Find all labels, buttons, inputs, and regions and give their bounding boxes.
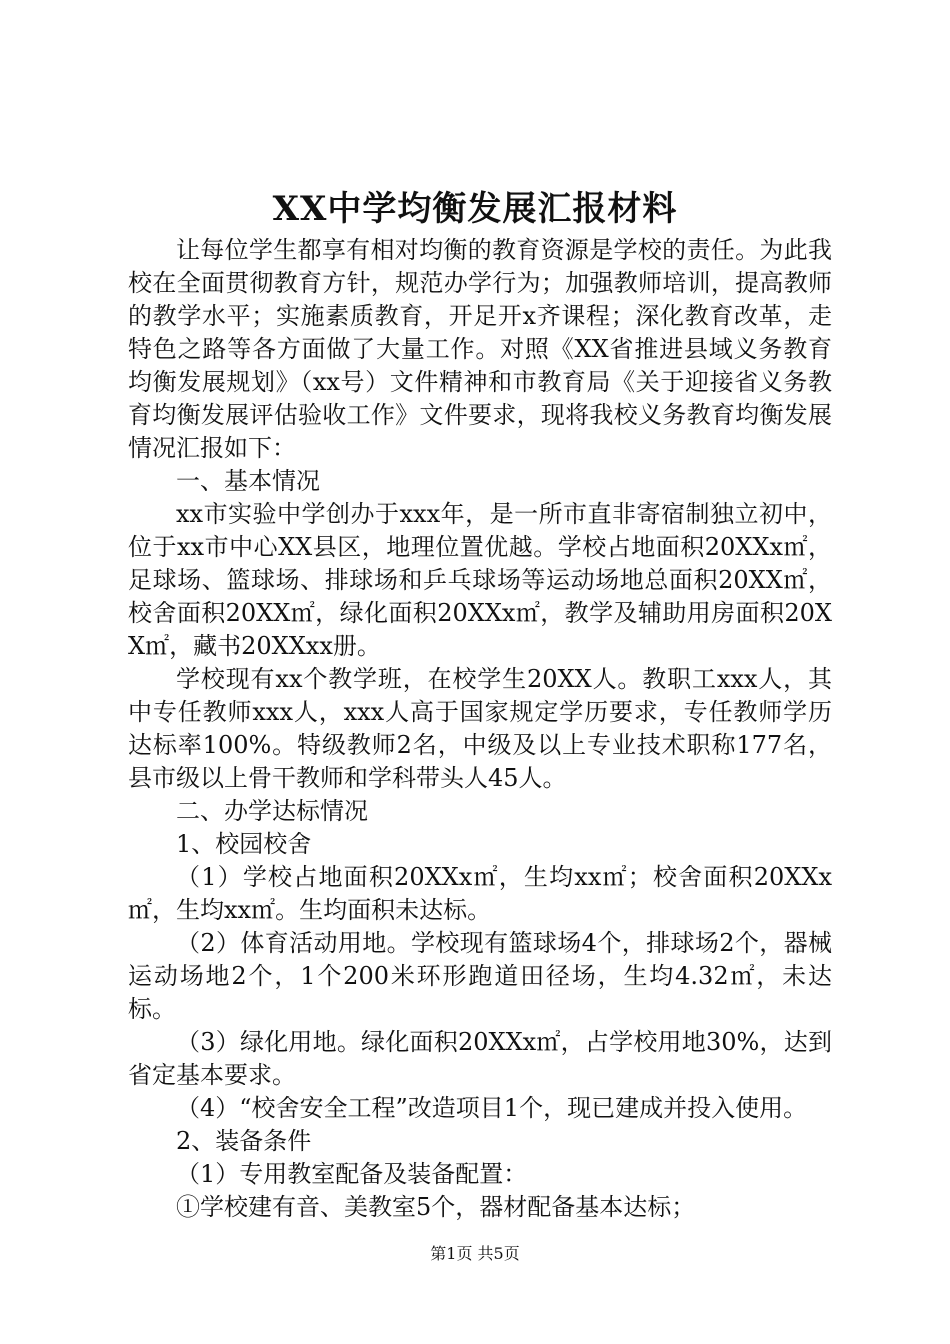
document-body — [128, 234, 832, 1224]
intro-paragraph: 让每位学生都享有相对均衡的教育资源是学校的责任。为此我校在全面贯彻教育方针，规范办学行为；加强教师培训，提高教师的教学水平；实施素质教育，开足开x齐课程；深化教育改革，走特色之路等各方面做了大量工作。对照《XX省推进县域义务教育均衡发展规划》（xx号）文件精神和市教育局《关于迎接省义务教育均衡发展评估验收工作》文件要求，现将我校义务教育均衡发展情况汇报如下： — [128, 236, 832, 462]
section-heading-basic: 一、基本情况 — [176, 467, 320, 495]
basic-info-paragraph: xx市实验中学创办于xxx年，是一所市直非寄宿制独立初中，位于xx市中心XX县区，地理位置优越。学校占地面积20XXx㎡，足球场、篮球场、排球场和乒乓球场等运动场地总面积20XX㎡，校舍面积20XX㎡，绿化面积20XXx㎡，教学及辅助用房面积20XX㎡，藏书20XXxx册。 — [128, 500, 832, 660]
staff-paragraph: 学校现有xx个教学班，在校学生20XX人。教职工xxx人，其中专任教师xxx人，xxx人高于国家规定学历要求，专任教师学历达标率100%。特级教师2名，中级及以上专业技术职称177名，县市级以上骨干教师和学科带头人45人。 — [128, 665, 832, 792]
page-indicator: 第1页 共5页 — [430, 1244, 520, 1263]
subsection-heading-equipment: 2、装备条件 — [176, 1127, 312, 1155]
section-heading-standards: 二、办学达标情况 — [176, 797, 368, 825]
page-title: XX中学均衡发展汇报材料 — [272, 189, 678, 229]
equipment-subitem-1: ①学校建有音、美教室5个，器材配备基本达标； — [176, 1193, 696, 1221]
campus-item-3: （3）绿化用地。绿化面积20XXx㎡，占学校用地30%，达到省定基本要求。 — [128, 1028, 832, 1089]
subsection-heading-campus: 1、校园校舍 — [176, 830, 312, 858]
campus-item-2: （2）体育活动用地。学校现有篮球场4个，排球场2个，器械运动场地2个，1个200米环形跑道田径场，生均4.32㎡，未达标。 — [128, 929, 832, 1023]
campus-item-1: （1）学校占地面积20XXx㎡，生均xx㎡；校舍面积20XXx㎡，生均xx㎡。生均面积未达标。 — [128, 863, 832, 924]
campus-item-4: （4）“校舍安全工程”改造项目1个，现已建成并投入使用。 — [176, 1094, 808, 1122]
equipment-item-1: （1）专用教室配备及装备配置： — [176, 1160, 528, 1188]
